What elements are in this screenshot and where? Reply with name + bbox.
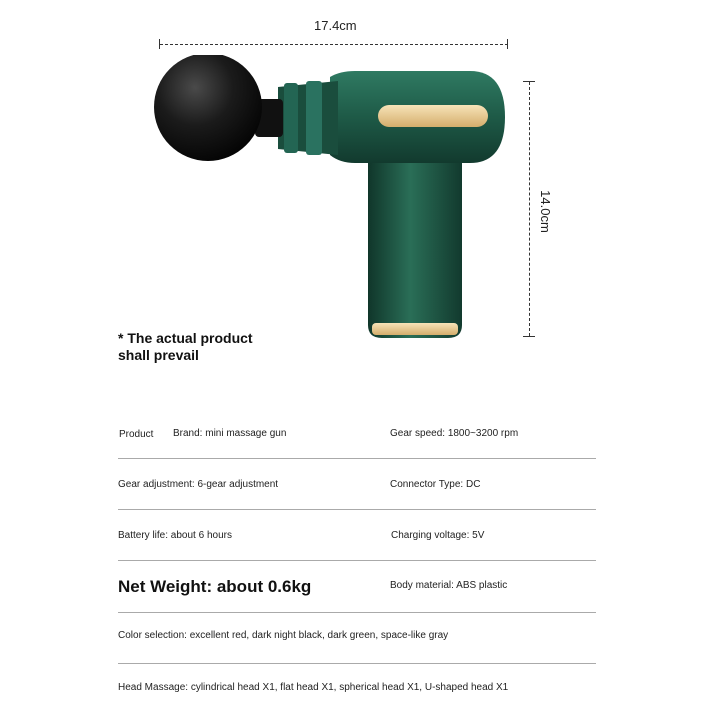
width-dimension-cap-right — [507, 39, 508, 49]
width-label: 17.4cm — [314, 18, 357, 33]
connector-type-spec: Connector Type: DC — [390, 479, 481, 490]
note-line-2: shall prevail — [118, 347, 199, 363]
width-dimension-cap-left — [159, 39, 160, 49]
handle — [368, 150, 462, 338]
row-divider — [118, 560, 596, 561]
width-dimension-line — [160, 44, 508, 45]
gear-adjustment-spec: Gear adjustment: 6-gear adjustment — [118, 479, 279, 490]
color-selection-spec: Color selection: excellent red, dark night black, dark green, space-like gray — [118, 630, 449, 641]
net-weight-spec: Net Weight: about 0.6kg — [118, 577, 312, 596]
gear-speed-spec: Gear speed: 1800~3200 rpm — [390, 428, 519, 439]
row-divider — [118, 663, 596, 664]
row-divider — [118, 458, 596, 459]
neck-ring — [306, 81, 322, 155]
height-dimension-cap-bottom — [523, 336, 535, 337]
neck-ring — [284, 83, 298, 153]
battery-life-spec: Battery life: about 6 hours — [118, 530, 232, 541]
gold-light-strip — [378, 105, 488, 127]
note-line-1: * The actual product — [118, 330, 253, 346]
spherical-head — [154, 55, 262, 161]
product-label: Product — [119, 429, 154, 440]
body-material-spec: Body material: ABS plastic — [390, 580, 508, 591]
row-divider — [118, 509, 596, 510]
charging-voltage-spec: Charging voltage: 5V — [391, 530, 485, 541]
massage-gun-image — [150, 55, 510, 345]
head-massage-spec: Head Massage: cylindrical head X1, flat head X1, spherical head X1, U-shaped head X1 — [118, 682, 509, 693]
brand-spec: Brand: mini massage gun — [173, 428, 287, 439]
height-dimension-cap-top — [523, 81, 535, 82]
handle-gold-band — [372, 323, 458, 335]
disclaimer-note — [118, 330, 253, 364]
height-label: 14.0cm — [537, 190, 553, 233]
height-dimension-line — [529, 82, 530, 336]
row-divider — [118, 612, 596, 613]
